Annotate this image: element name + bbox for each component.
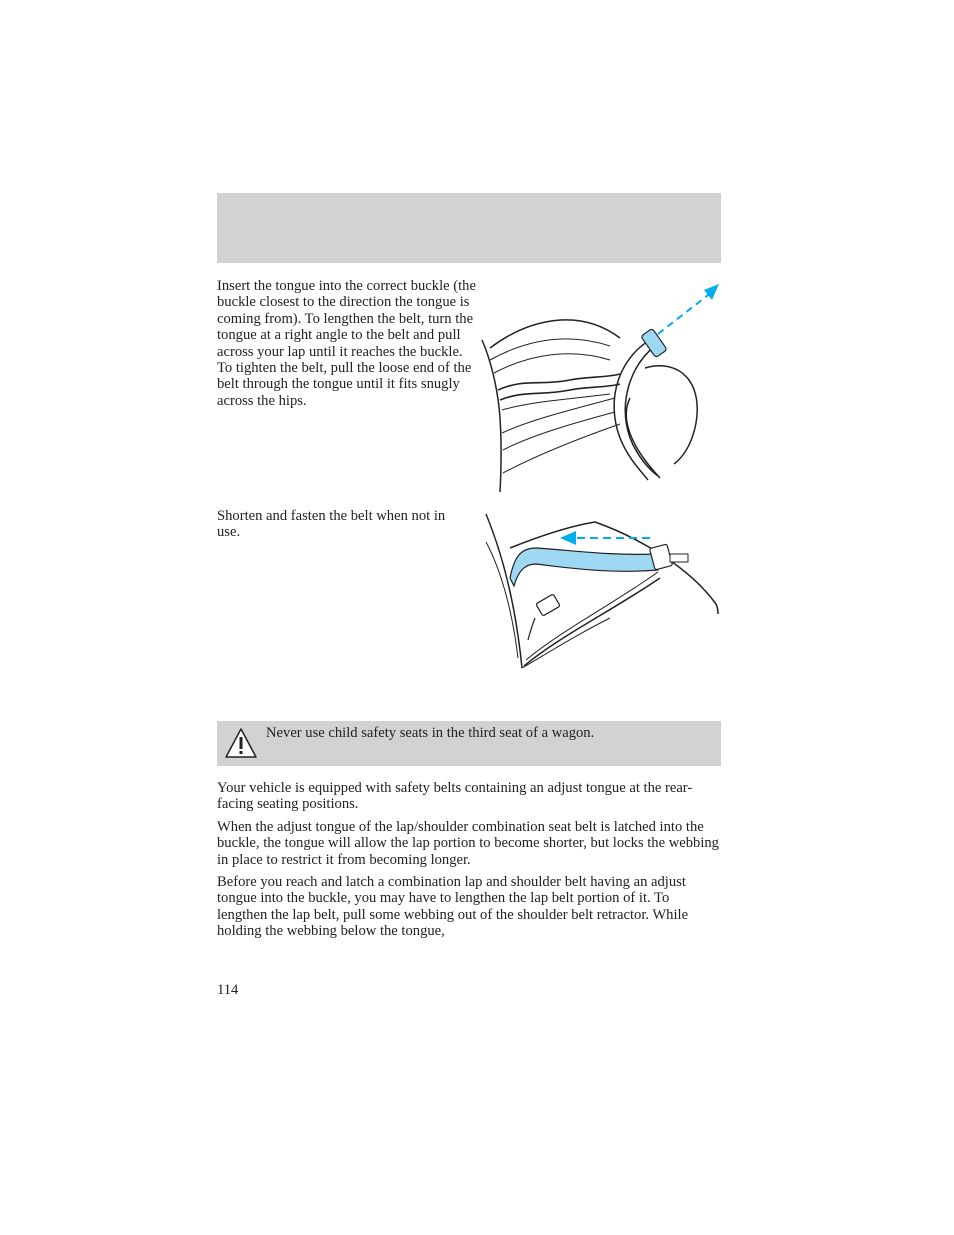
page-number: 114	[217, 982, 239, 998]
warning-triangle-icon	[224, 727, 258, 759]
body-paragraph: Before you reach and latch a combination lap and shoulder belt having an adjust tongue into the buckle, you may have to lengthen the lap belt portion of it. To lengthen the lap belt, pull some webbing out of the shoulder belt retractor. While holding the webbing below the tongue,	[217, 874, 689, 940]
warning-text: Never use child safety seats in the third seat of a wagon.	[266, 725, 595, 741]
seat-buckle	[536, 594, 560, 616]
belt-lengthen-illustration	[470, 278, 725, 496]
belt-tongue	[641, 328, 667, 357]
shorten-instructions-text: Shorten and fasten the belt when not in use.	[217, 508, 446, 541]
body-paragraph: Your vehicle is equipped with safety belts containing an adjust tongue at the rear-facing seating positions.	[217, 780, 693, 813]
body-paragraph: When the adjust tongue of the lap/shoulder combination seat belt is latched into the buckle, the tongue will allow the lap portion to become shorter, but locks the webbing in place to restrict it from becoming longer.	[217, 818, 719, 868]
seat-back-outline	[482, 340, 501, 492]
seat-top-curve	[490, 320, 620, 348]
tongue-instructions-text: Insert the tongue into the correct buckle (the buckle closest to the direction the tongue is coming from). To lengthen the belt, turn the tongue at a right angle to the belt and pull across your lap until it reaches the buckle. To tighten the belt, pull the loose end of the belt through the tongue until it fits snugly across the hips.	[217, 278, 476, 409]
belt-webbing	[510, 548, 658, 586]
body-text	[217, 780, 721, 946]
section-header-band	[217, 193, 721, 263]
pull-direction-arrow	[658, 292, 712, 334]
belt-shorten-illustration	[480, 508, 725, 674]
warning-box	[217, 721, 721, 766]
